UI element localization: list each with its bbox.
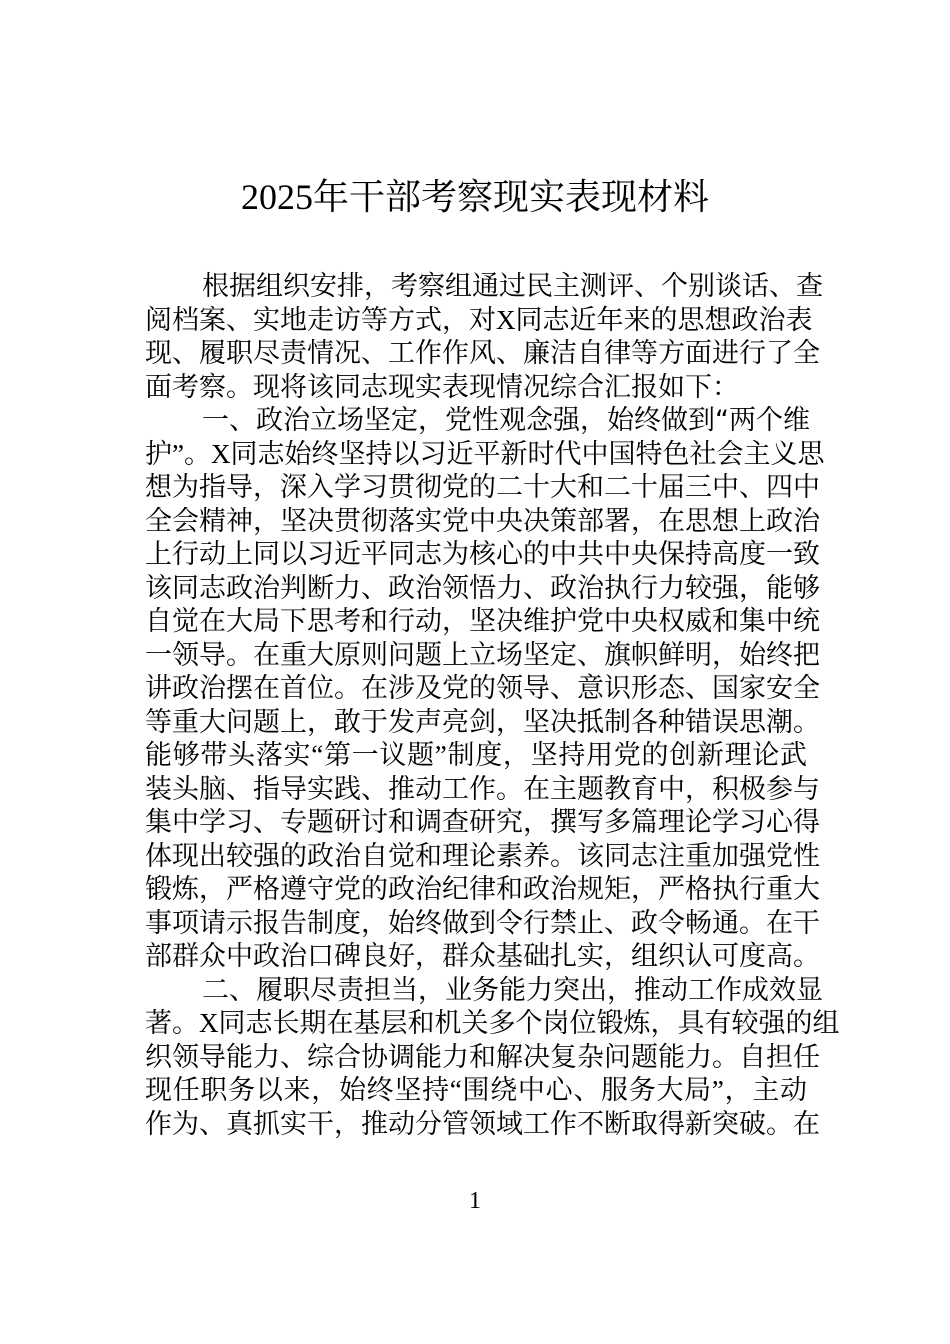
paragraph-line: 全会精神，坚决贯彻落实党中央决策部署，在思想上政治: [145, 505, 820, 536]
paragraph-line: 锻炼，严格遵守党的政治纪律和政治规矩，严格执行重大: [145, 874, 820, 904]
paragraph-line: 想为指导，深入学习贯彻党的二十大和二十届三中、四中: [145, 472, 820, 502]
paragraph-line: 织领导能力、综合协调能力和解决复杂问题能力。自担任: [145, 1041, 820, 1072]
paragraph-line: 一领导。在重大原则问题上立场坚定、旗帜鲜明，始终把: [145, 639, 820, 670]
page-number: 1: [469, 1188, 481, 1214]
paragraph-line: 部群众中政治口碑良好，群众基础扎实，组织认可度高。: [145, 941, 820, 971]
paragraph-line: 集中学习、专题研讨和调查研究，撰写多篇理论学习心得: [145, 807, 820, 837]
paragraph-line: 现、履职尽责情况、工作作风、廉洁自律等方面进行了全: [145, 338, 820, 368]
paragraph-line: 该同志政治判断力、政治领悟力、政治执行力较强，能够: [145, 572, 820, 603]
paragraph-line: 上行动上同以习近平同志为核心的中共中央保持高度一致: [145, 539, 820, 569]
paragraph-line: 现任职务以来，始终坚持“围绕中心、服务大局”，主动: [145, 1075, 807, 1105]
paragraph-line: 等重大问题上，敢于发声亮剑，坚决抵制各种错误思潮。: [145, 706, 820, 737]
paragraph-line: 能够带头落实“第一议题”制度，坚持用党的创新理论武: [145, 740, 807, 770]
paragraph-line: 事项请示报告制度，始终做到令行禁止、政令畅通。在干: [145, 907, 820, 938]
document-title: 2025年干部考察现实表现材料: [240, 177, 709, 217]
paragraph-line: 装头脑、指导实践、推动工作。在主题教育中，积极参与: [145, 773, 820, 804]
paragraph-line: 体现出较强的政治自觉和理论素养。该同志注重加强党性: [145, 840, 820, 871]
paragraph-line: 讲政治摆在首位。在涉及党的领导、意识形态、国家安全: [145, 673, 820, 703]
paragraph-line: 自觉在大局下思考和行动，坚决维护党中央权威和集中统: [145, 606, 820, 636]
section-heading-line: 一、政治立场坚定，党性观念强，始终做到“两个维: [202, 405, 810, 436]
paragraph-line: 著。X同志长期在基层和机关多个岗位锻炼，具有较强的组: [145, 1008, 840, 1038]
paragraph-line: 作为、真抓实干，推动分管领域工作不断取得新突破。在: [145, 1108, 820, 1139]
paragraph-line: 根据组织安排，考察组通过民主测评、个别谈话、查: [202, 271, 823, 301]
paragraph-line: 护”。X同志始终坚持以习近平新时代中国特色社会主义思: [145, 438, 825, 469]
paragraph-line: 阅档案、实地走访等方式，对X同志近年来的思想政治表: [145, 304, 813, 335]
section-heading-line: 二、履职尽责担当，业务能力突出，推动工作成效显: [202, 974, 823, 1006]
document-body: [145, 270, 840, 1141]
paragraph-line: 面考察。现将该同志现实表现情况综合汇报如下：: [145, 371, 739, 402]
